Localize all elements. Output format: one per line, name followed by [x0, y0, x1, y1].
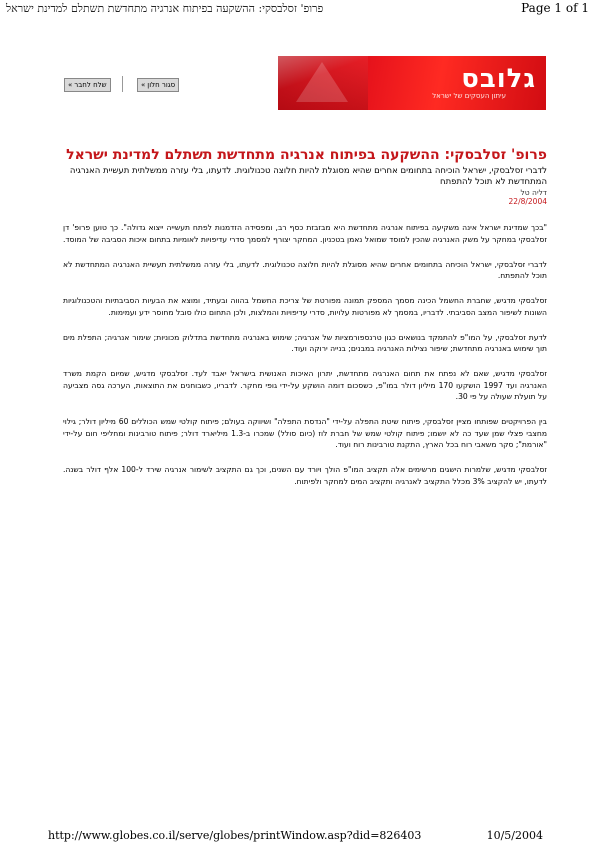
article-date: 22/8/2004 — [508, 197, 547, 206]
print-header-title: פרופ' זסלבסקי: ההשקעה בפיתוח אנרגיה מתחדשת תשתלם למדינת ישראל — [6, 2, 324, 15]
logo-name: גלובס — [461, 64, 536, 94]
print-footer-url: http://www.globes.co.il/serve/globes/printWindow.asp?did=826403 — [48, 829, 422, 842]
toolbar-divider — [122, 76, 123, 92]
send-to-friend-label: שלח לחבר — [74, 81, 107, 89]
close-window-label: סגור חלון — [147, 81, 176, 89]
print-header-page-number: Page 1 of 1 — [521, 1, 589, 15]
globes-logo-banner — [278, 56, 546, 110]
article-author: דליה טל — [520, 188, 547, 197]
building-graphic — [278, 56, 368, 110]
article-paragraph: זסלבסקי מדגיש, שלמרות הישגים מרשימים אלה תקציב המו"פ הולך ויורד עם השנים, וכך גם התקציב לשימור אנרגיה שירד ל-100 אלף דולר בשנה. לדעתו, יש להקציב 3% מכלל התקציב לאנרגיה ותקציב המים למחקר ולפיתוח. — [63, 465, 547, 486]
article-paragraph: בין הפרויקטים שפותחו מציין זסלבסקי, פיתוח שיטת התפלה על-ידי "הנדסת התפלה" ושיווקה בעולם; פיתוח קולטי שמש הכוללים 60 מיליון דולר; גילוי מחצבי פצלי שמן שעד כה לא יושמו; פיתוח קולטי שמש של חברת לוז (כיום סולל) שמכרו ב-1.3 מיליארד דולר; פיתוח טורבינות ומחליפי חום על-ידי "אורמת"; סקר משאבי רוח בכל הארץ, התקנת טורבינות רוח ועוד. — [63, 417, 548, 449]
article-subtitle: לדברי זסלבסקי, ישראל הוכיחה בתחומים אחרים שהיא מסוגלת להיות חלוצה טכנולוגית. לדעתו, בלי עזרה ממשלתית תעשיית האנרגיה המתחדשת לא תוכל להתפתח — [69, 166, 547, 187]
double-chevron-icon: « — [141, 81, 146, 89]
article-paragraph: לדברי זסלבסקי, ישראל הוכיחה בתחומים אחרים שהיא מסוגלת להיות חלוצה טכנולוגית. לדעתו, בלי עזרה ממשלתית תעשיית האנרגיה המתחדשת לא תוכל להתפתח. — [63, 259, 547, 280]
send-to-friend-button[interactable] — [64, 78, 111, 92]
article-paragraph: זסלבסקי מדגיש, שחברת החשמל הכינה מסמך המספק תמונה מפורטת של צריכת החשמל בהווה ובעתיד, ומוצא את הבעיות הסביבתיות והטכנולוגיות השונות לשיפור המצב הסביבתי. לדבריו, במסמך לא מפורטות עלויות, סדרי עדיפויות והמלצות, ולכן התחום כולו סובל מחוסר ידע ועמימות. — [63, 296, 547, 317]
article-paragraph: זסלבסקי מדגיש, שאם לא נפתח את תחום האנרגיה מתחדשת, יתרון האיכות האנושית בישראל יאבד לעד. זסלבסקי מדגיש, שמיום הקמת משרד האנרגיה ועד 1997 הושקעו 170 מיליון דולר במו"פ, כשסכום דומה הושקע על-ידי גופי מחקר. לדבריו, כשבוחנים את התוצאות, הערכה גסה מצביעה על תועלת שעולה על פי 30. — [63, 369, 548, 401]
print-footer-date: 10/5/2004 — [486, 829, 543, 842]
article-paragraph: לדעת זסלבסקי, על המו"פ להתמקד בנושאים כגון טרנספורמציות של אנרגיה; שימוש באנרגיה מתחדשת בתדלוק מכוניות; שימור אנרגיה; התפלת מים תוך שימוש באנרגיה מתחדשת; שיפור נצילות האנרגיה במבנים; בנייה ירוקה ועוד. — [63, 332, 547, 353]
logo-tagline: עיתון העסקים של ישראל — [432, 92, 506, 100]
article-body — [63, 222, 547, 501]
close-window-button[interactable] — [137, 78, 179, 92]
double-chevron-icon: « — [68, 81, 73, 89]
article-paragraph: "בכך שמדינת ישראל אינה משקיעה בפיתוח אנרגיה מתחדשת היא מבזבזת כסף רב, ומפסידה הזדמנות לפתח תעשייה ייצוא גדולה". כך טוען פרופ' דן זסלבסקי במחקר על משק האנרגיה שהכין למוסד שמואל נאמן בטכניון. המחקר יצורף למסמך סדרי עדיפויות לאומיות בתחום איכות הסביבה של המוסד. — [63, 223, 547, 244]
article-title: פרופ' זסלבסקי: ההשקעה בפיתוח אנרגיה מתחדשת תשתלם למדינת ישראל — [66, 147, 547, 163]
